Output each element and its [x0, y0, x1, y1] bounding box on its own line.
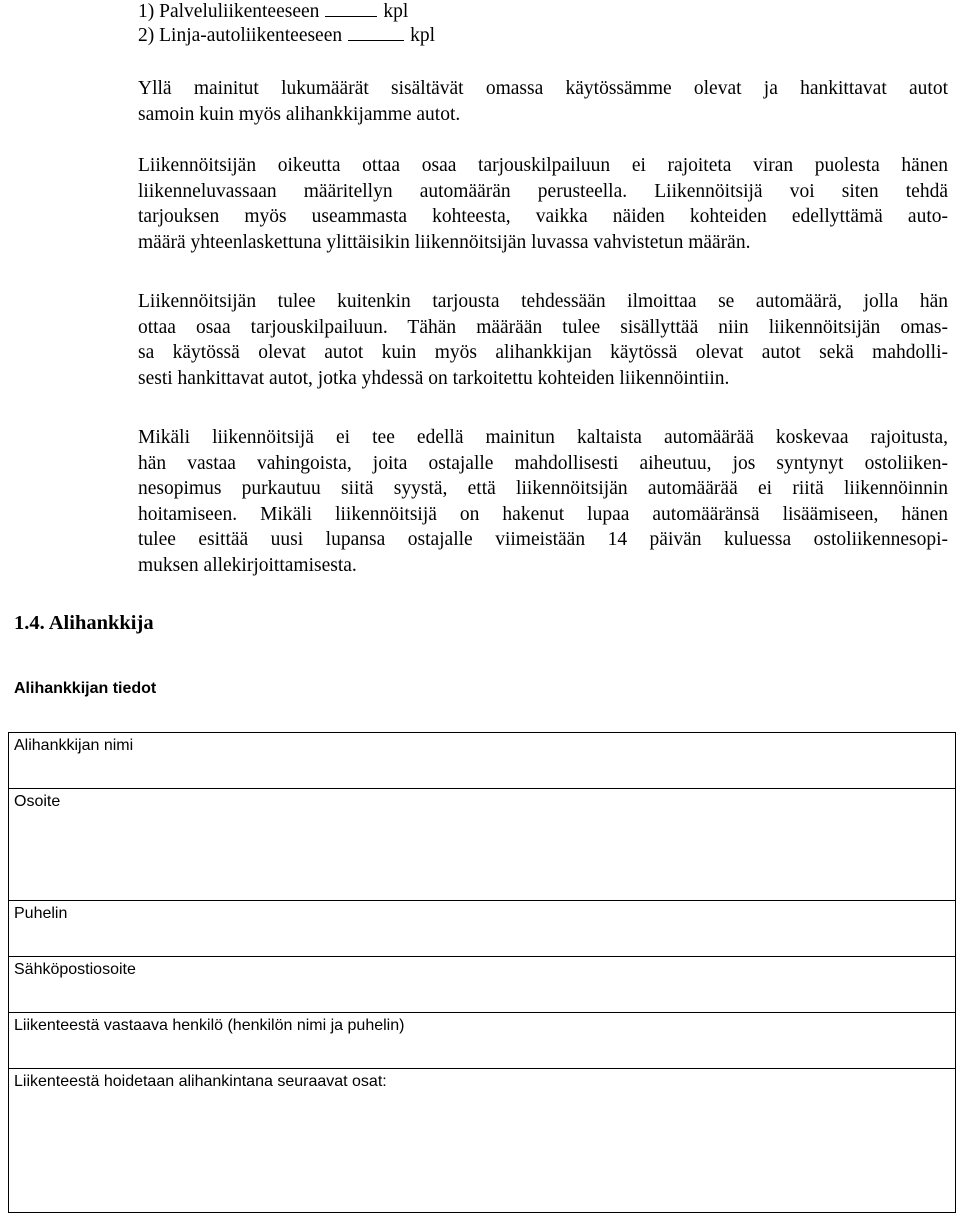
paragraph-line: samoin kuin myös alihankkijamme autot.	[138, 103, 461, 125]
paragraph-line: Mikäli liikennöitsijä ei tee edellä mainitun kaltaista automäärää koskevaa rajoitusta,	[138, 427, 948, 448]
form-label-address: Osoite	[14, 793, 61, 810]
paragraph-line: ottaa osaa tarjouskilpailuun. Tähän määrään tulee sisällyttää niin liikennöitsijän omas-	[138, 316, 948, 338]
paragraph-line: hoitamiseen. Mikäli liikennöitsijä on hakenut lupaa automääränsä lisäämiseen, hänen	[138, 503, 948, 525]
paragraph-3	[138, 289, 948, 391]
form-field-subcontracted-parts[interactable]	[9, 1069, 956, 1213]
form-field-address[interactable]	[9, 789, 956, 901]
paragraph-1	[138, 76, 948, 127]
paragraph-line: sa käytössä olevat autot kuin myös alihankkijan käytössä olevat autot sekä mahdolli-	[138, 342, 948, 364]
paragraph-line: sesti hankittavat autot, jotka yhdessä on tarkoitettu kohteiden liikennöintiin.	[138, 367, 730, 389]
paragraph-line: Liikennöitsijän oikeutta ottaa osaa tarjouskilpailuun ei rajoiteta viran puolesta hänen	[138, 155, 948, 176]
paragraph-line: liikenneluvassaan määritellyn automäärän perusteella. Liikennöitsijä voi siten tehdä	[138, 180, 948, 202]
form-field-phone[interactable]	[9, 901, 956, 957]
paragraph-line: tulee esittää uusi lupansa ostajalle viimeistään 14 päivän kuluessa ostoliikennesopi-	[138, 529, 948, 551]
form-row-contact	[9, 1013, 956, 1069]
form-row-email	[9, 957, 956, 1013]
count-blank-2[interactable]	[348, 26, 404, 41]
section-heading: 1.4. Alihankkija	[14, 612, 154, 634]
count-line-1	[138, 0, 408, 24]
form-field-email[interactable]	[9, 957, 956, 1013]
paragraph-line: Yllä mainitut lukumäärät sisältävät omassa käytössämme olevat ja hankittavat autot	[138, 78, 948, 99]
paragraph-line: muksen allekirjoittamisesta.	[138, 554, 357, 576]
section-subheading: Alihankkijan tiedot	[14, 680, 157, 697]
paragraph-line: nesopimus purkautuu siitä syystä, että liikennöitsijän automäärää ei riitä liikennöinnin	[138, 478, 948, 500]
form-label-name: Alihankkijan nimi	[14, 737, 134, 754]
form-field-name[interactable]	[9, 733, 956, 789]
count-label-1: 1) Palveluliikenteeseen	[138, 1, 320, 22]
paragraph-2	[138, 153, 948, 255]
form-label-subcontracted-parts: Liikenteestä hoidetaan alihankintana seuraavat osat:	[14, 1073, 387, 1090]
form-label-contact-person: Liikenteestä vastaava henkilö (henkilön nimi ja puhelin)	[14, 1017, 405, 1034]
paragraph-line: hän vastaa vahingoista, joita ostajalle mahdollisesti aiheutuu, jos syntynyt ostoliiken-	[138, 452, 948, 474]
paragraph-line: määrä yhteenlaskettuna ylittäisikin liikennöitsijän luvassa vahvistetun määrän.	[138, 231, 751, 253]
form-label-phone: Puhelin	[14, 905, 68, 922]
form-label-email: Sähköpostiosoite	[14, 961, 136, 978]
count-line-2	[138, 24, 435, 48]
form-row-subcontracted-parts	[9, 1069, 956, 1213]
count-unit-1: kpl	[383, 1, 409, 22]
count-label-2: 2) Linja-autoliikenteeseen	[138, 25, 343, 46]
subcontractor-form	[8, 732, 956, 1213]
paragraph-4	[138, 425, 948, 579]
paragraph-line: tarjouksen myös useammasta kohteesta, vaikka näiden kohteiden edellyttämä auto-	[138, 206, 948, 228]
form-row-phone	[9, 901, 956, 957]
form-field-contact-person[interactable]	[9, 1013, 956, 1069]
form-row-name	[9, 733, 956, 789]
count-blank-1[interactable]	[325, 2, 377, 17]
count-unit-2: kpl	[410, 25, 436, 46]
paragraph-line: Liikennöitsijän tulee kuitenkin tarjousta tehdessään ilmoittaa se automäärä, jolla hän	[138, 291, 948, 312]
form-row-address	[9, 789, 956, 901]
